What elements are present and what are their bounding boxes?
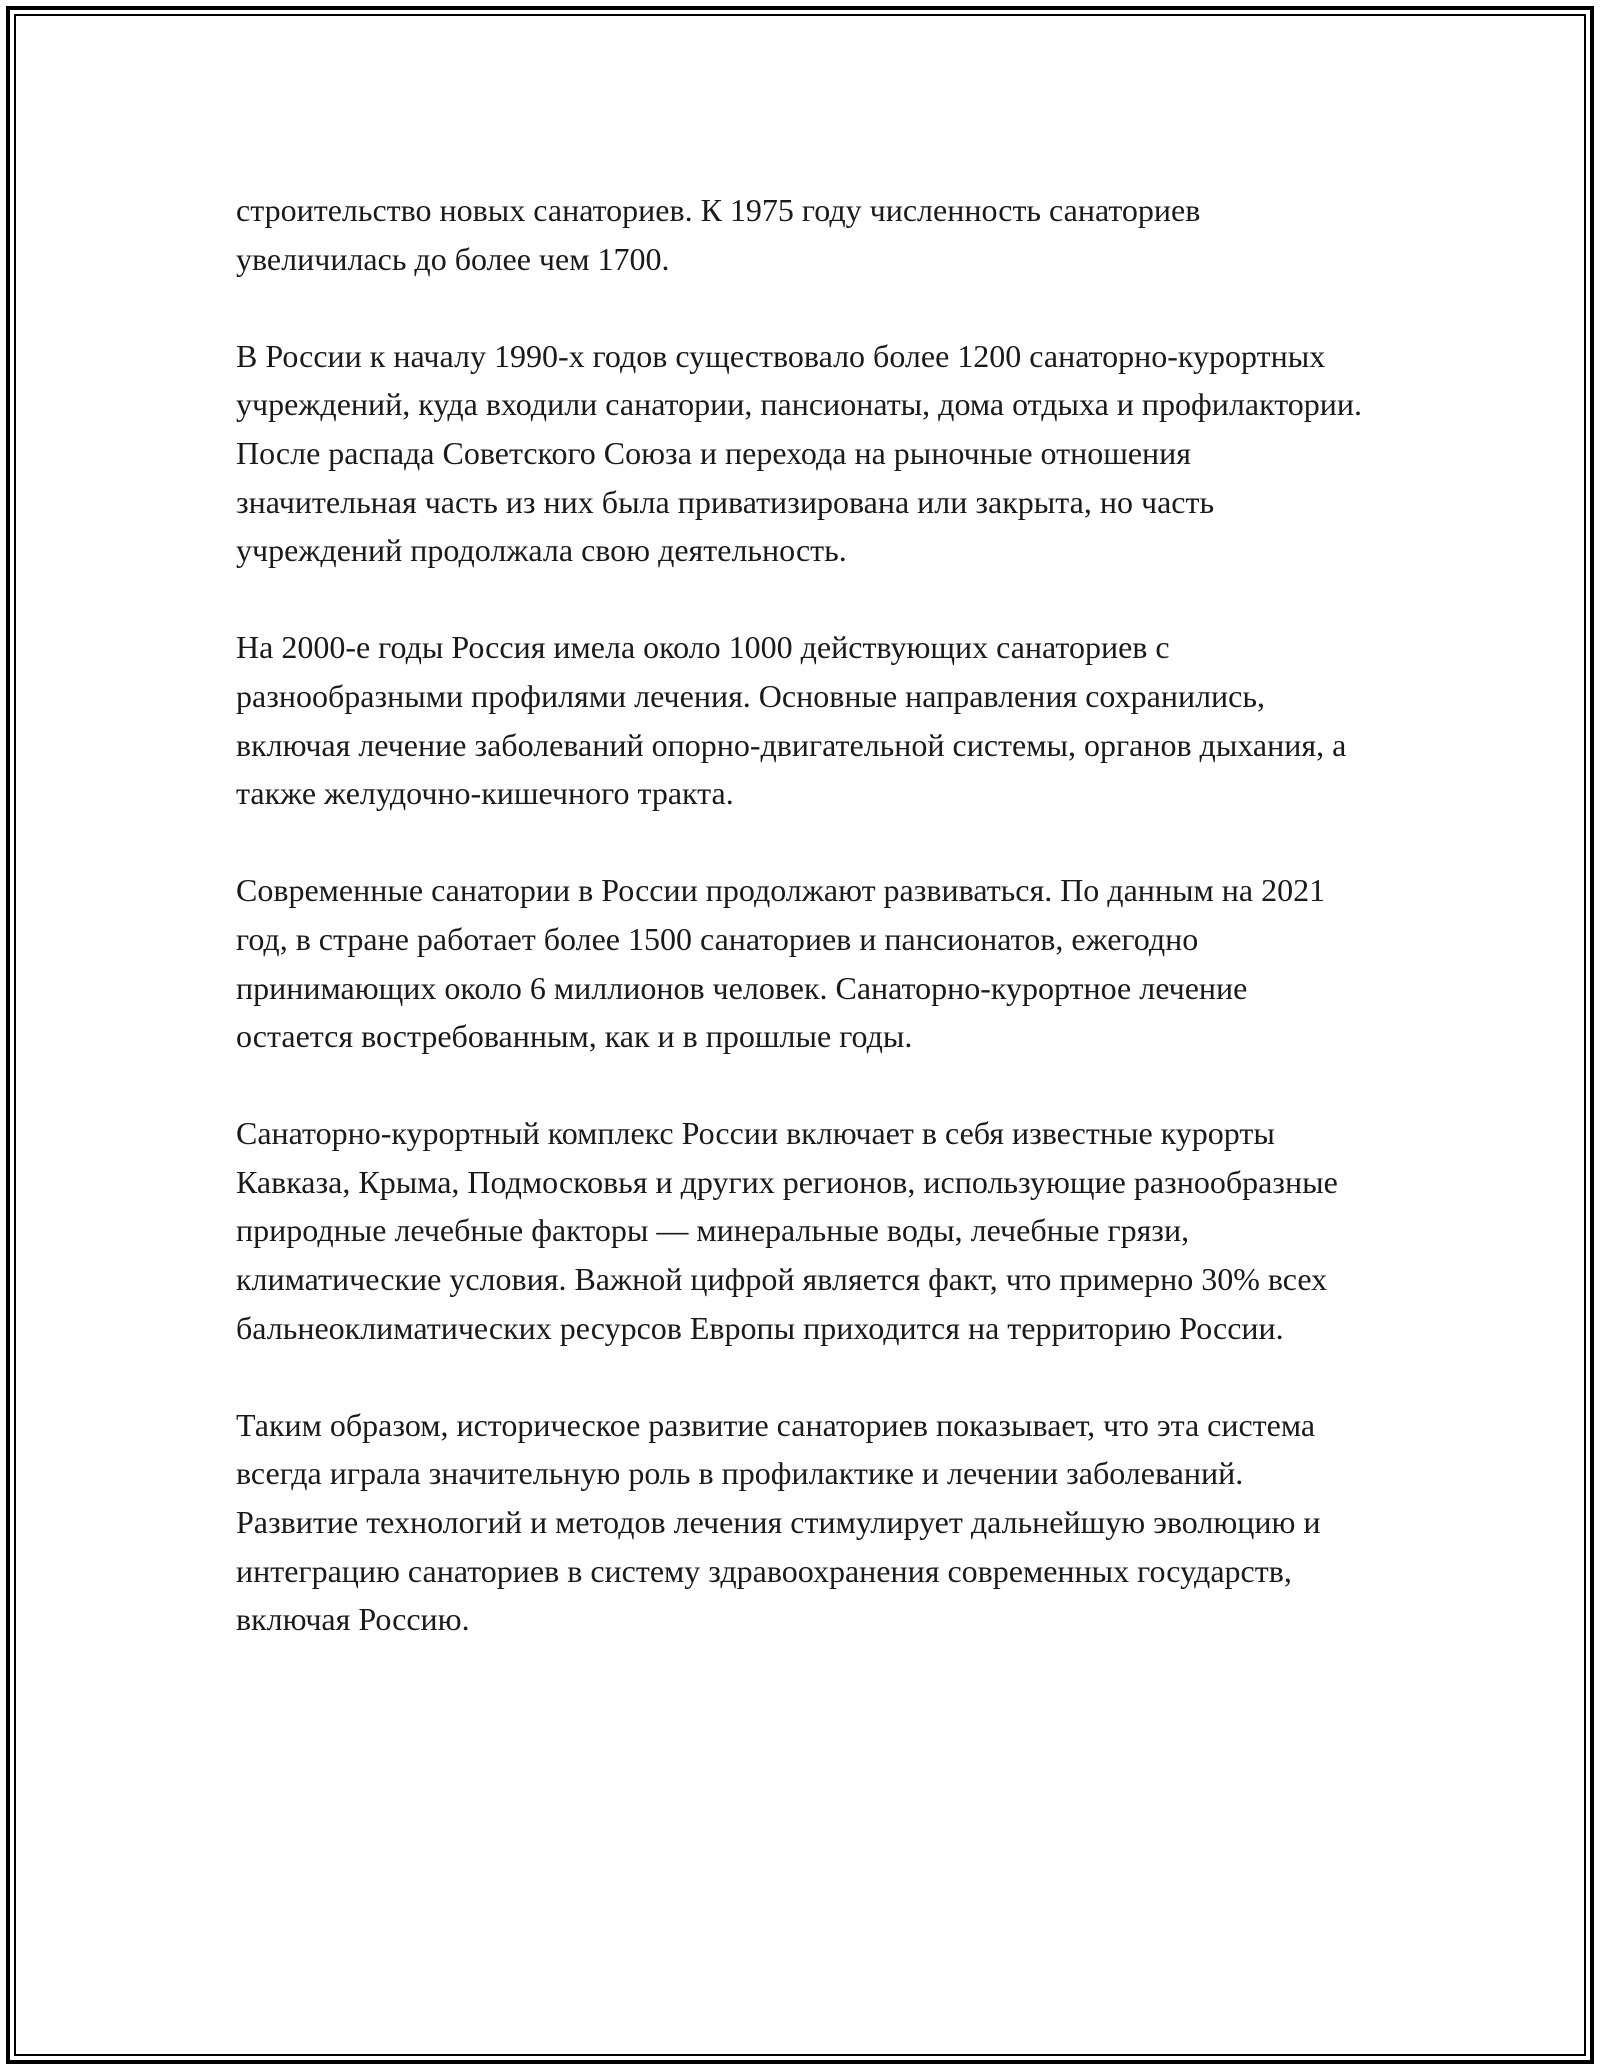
paragraph-3: На 2000-е годы Россия имела около 1000 действующих санаториев с разнообразными профилями лечения. Основные направления сохранились, включая лечение заболеваний опорно-двигательной системы, органов дыхания, а также желудочно-кишечного тракта. [236,629,1347,812]
document-body [236,186,1366,1692]
paragraph-5: Санаторно-курортный комплекс России включает в себя известные курорты Кавказа, Крыма, Подмосковья и других регионов, использующие разнообразные природные лечебные факторы — минеральные воды, лечебные грязи, климатические условия. Важной цифрой является факт, что примерно 30% всех бальнеоклиматических ресурсов Европы приходится на территорию России. [236,1115,1338,1346]
paragraph-6: Таким образом, историческое развитие санаториев показывает, что эта система всегда играла значительную роль в профилактике и лечении заболеваний. Развитие технологий и методов лечения стимулирует дальнейшую эволюцию и интеграцию санаториев в систему здравоохранения современных государств, включая Россию. [236,1406,1321,1638]
paragraph-1: строительство новых санаториев. К 1975 году численность санаториев увеличилась до более чем 1700. [236,192,1201,277]
paragraph-4: Современные санатории в России продолжают развиваться. По данным на 2021 год, в стране работает более 1500 санаториев и пансионатов, ежегодно принимающих около 6 миллионов человек. Санаторно-курортное лечение остается востребованным, как и в прошлые годы. [236,872,1326,1055]
paragraph-2: В России к началу 1990-х годов существовало более 1200 санаторно-курортных учреждений, куда входили санатории, пансионаты, дома отдыха и профилактории. После распада Советского Союза и перехода на рыночные отношения значительная часть из них была приватизирована или закрыта, но часть учреждений продолжала свою деятельность. [236,337,1362,569]
